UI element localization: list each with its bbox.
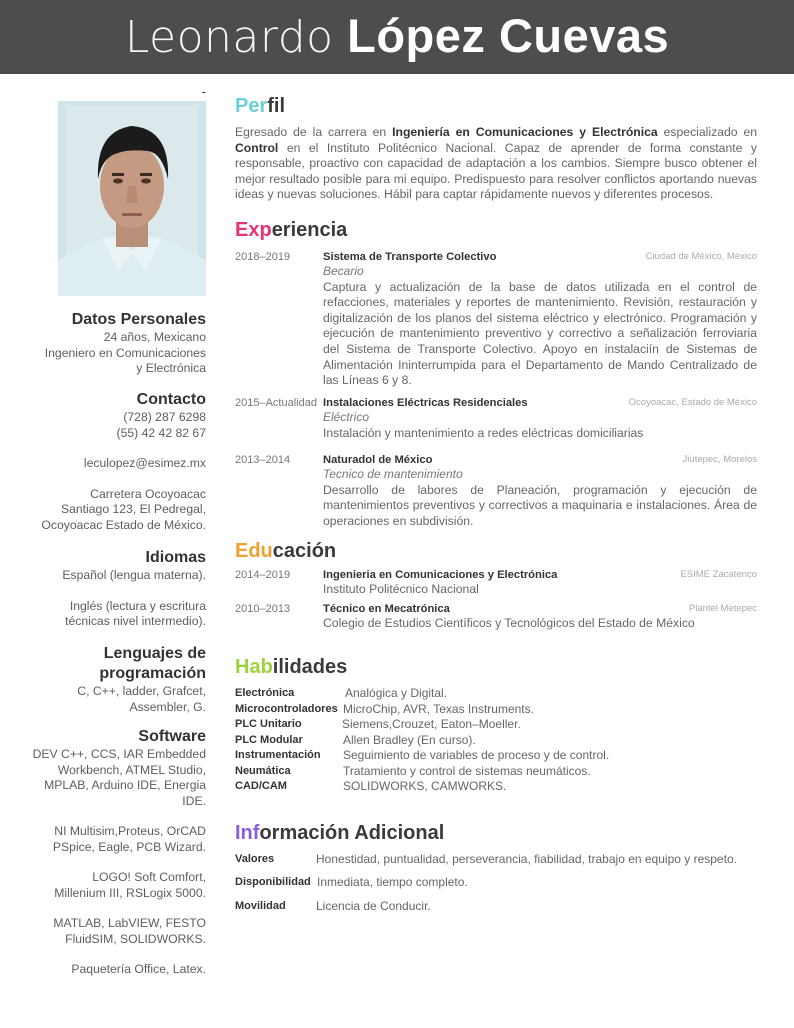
entry-date: 2015–Actualidad <box>235 397 317 409</box>
personal-data-section <box>20 310 206 377</box>
skill-key: Instrumentación <box>235 749 321 761</box>
experience-entry <box>235 396 757 446</box>
entry-title: Técnico en Mecatrónica <box>323 603 450 615</box>
personal-data-heading: Datos Personales <box>71 311 206 328</box>
info-value: Honestidad, puntualidad, perseverancia, fiabilidad, trabajo en equipo y respeto. <box>316 852 737 866</box>
entry-title: Instalaciones Eléctricas Residenciales <box>323 397 528 409</box>
skill-value: Analógica y Digital. <box>345 686 448 700</box>
languages-heading: Idiomas <box>145 549 206 566</box>
personal-data-line: 24 años, Mexicano <box>103 330 206 344</box>
experience-entry <box>235 250 757 390</box>
address-line: Santiago 123, El Pedregal, <box>60 502 206 516</box>
profile-bold: Ingeniería en Comunicaciones y Electrónica <box>392 125 658 139</box>
skill-row <box>235 702 757 718</box>
section-title-informacion <box>235 821 444 845</box>
entry-date: 2018–2019 <box>235 251 291 263</box>
entry-body <box>323 396 757 441</box>
title-rest: cación <box>272 540 337 562</box>
languages-section <box>20 548 206 630</box>
title-accent: Per <box>235 95 268 117</box>
software-line: LOGO! Soft Comfort, <box>92 870 206 884</box>
entry-body <box>323 568 757 598</box>
entry-role: Tecnico de mantenimiento <box>323 467 463 481</box>
entry-location: ESIME Zacatenco <box>680 569 757 580</box>
info-key: Movilidad <box>235 900 286 912</box>
contact-section <box>20 390 206 533</box>
skill-row <box>235 748 757 764</box>
skill-row <box>235 686 757 702</box>
sidebar-dash: - <box>201 84 206 99</box>
sidebar <box>20 84 206 976</box>
entry-location: Jiutepec, Morelos <box>682 454 757 465</box>
entry-date: 2014–2019 <box>235 569 291 581</box>
skill-key: Neumática <box>235 764 291 777</box>
last-name: López Cuevas <box>347 9 670 62</box>
software-line: DEV C++, CCS, IAR Embedded <box>32 747 206 761</box>
programming-line: C, C++, ladder, Grafcet, <box>77 684 206 698</box>
profile-text: en el Instituto Politécnico Nacional. Capaz de aprender de forma constante y responsable, proactivo con capacidad de adaptación a los cambios. Siempre busco obtener el mejor resultado posible para mi equipo. Predispuesto para resolver conflictos aportando nuevas ideas y nuevas soluciones. Hábil para captar rápidamente nuevos y diferentes procesos. <box>235 140 757 202</box>
address-line: Carretera Ocoyoacac <box>90 486 206 501</box>
entry-date: 2010–2013 <box>235 603 291 615</box>
entry-description: Instalación y mantenimiento a redes eléctricas domiciliarias <box>323 425 644 440</box>
skill-key: Microcontroladores <box>235 702 338 715</box>
skill-key: PLC Modular <box>235 733 303 746</box>
skill-row <box>235 779 757 795</box>
email-link[interactable]: leculopez@esimez.mx <box>83 456 206 470</box>
skill-value: Siemens,Crouzet, Eaton–Moeller. <box>342 717 521 731</box>
entry-location: Ciudad de México, México <box>645 251 757 262</box>
skill-value: SOLIDWORKS, CAMWORKS. <box>343 779 507 793</box>
portrait-image <box>58 101 206 296</box>
entry-date: 2013–2014 <box>235 454 291 466</box>
full-name <box>0 0 794 74</box>
phone-1[interactable]: (728) 287 6298 <box>123 410 206 424</box>
entry-description: Captura y actualización de la base de datos utilizada en el control de refacciones, materiales y reportes de mantenimiento. Revisión, restauración y digitalización de los planos del sistema eléctrico y electrónico. Programación y ejecución de mantenimiento preventivo y correctivo a señalización ferroviaria del Sistema de Transporte Colectivo. Apoyo en instalaciín de Sistemas de Alimentación Ininterrumpida para el Departamento de Mando Centralizado de las Líneas 6 y 8. <box>323 279 757 388</box>
personal-data-line: Ingeniero en Comunicaciones <box>44 345 206 360</box>
programming-heading: programación <box>99 665 206 682</box>
education-entry <box>235 602 757 634</box>
personal-data-line: y Electrónica <box>136 361 206 375</box>
skill-value: Tratamiento y control de sistemas neumáticos. <box>343 763 591 778</box>
programming-line: Assembler, G. <box>129 699 206 714</box>
entry-location: Plantel Metepec <box>688 603 757 614</box>
skill-row <box>235 733 757 749</box>
software-line: Paquetería Office, Latex. <box>71 962 206 976</box>
skill-value: Allen Bradley (En curso). <box>343 732 476 747</box>
entry-body <box>323 602 757 632</box>
info-value: Inmediata, tiempo completo. <box>317 875 468 889</box>
entry-title: Ingenieria en Comunicaciones y Electrónica <box>323 569 558 581</box>
section-title-experiencia <box>235 218 347 242</box>
software-line: Workbench, ATMEL Studio, <box>57 762 206 777</box>
entry-title: Sistema de Transporte Colectivo <box>323 251 497 263</box>
contact-heading: Contacto <box>136 391 206 408</box>
title-rest: eriencia <box>271 219 348 241</box>
info-key: Valores <box>235 853 275 865</box>
section-title-educacion <box>235 539 336 563</box>
section-title-habilidades <box>235 655 347 679</box>
profile-text: especializado en <box>657 125 758 139</box>
language-item: técnicas nivel intermedio). <box>65 614 206 628</box>
entry-role: Eléctrico <box>323 410 370 424</box>
title-accent: Exp <box>235 219 272 241</box>
address-line: Ocoyoacac Estado de México. <box>41 517 206 532</box>
software-line: MATLAB, LabVIEW, FESTO <box>53 916 206 930</box>
title-rest: ormación Adicional <box>259 822 445 844</box>
entry-institution: Colegio de Estudios Científicos y Tecnológicos del Estado de México <box>323 616 695 630</box>
entry-body <box>323 453 757 529</box>
programming-heading: Lenguajes de <box>103 645 206 662</box>
language-item: Español (lengua materna). <box>62 568 206 582</box>
entry-description: Desarrollo de labores de Planeación, programación y ejecución de mantenimientos preventivos y correctivos a maquinaria e instalaciones. Área de operaciones en subdivisión. <box>323 482 757 528</box>
title-accent: Edu <box>235 540 273 562</box>
header-bar <box>0 0 794 74</box>
experience-entry <box>235 453 757 533</box>
education-entry <box>235 568 757 600</box>
programming-section <box>20 644 206 715</box>
info-key: Disponibilidad <box>235 876 311 888</box>
entry-institution: Instituto Politécnico Nacional <box>323 582 479 596</box>
entry-body <box>323 250 757 389</box>
title-accent: Inf <box>235 822 260 844</box>
software-line: PSpice, Eagle, PCB Wizard. <box>52 839 206 854</box>
software-line: FluidSIM, SOLIDWORKS. <box>65 931 206 946</box>
info-value: Licencia de Conducir. <box>316 899 431 913</box>
title-rest: fil <box>267 95 286 117</box>
skill-value: Seguimiento de variables de proceso y de control. <box>343 748 610 762</box>
entry-location: Ocoyoacac, Estado de México <box>628 397 757 408</box>
language-item: Inglés (lectura y escritura <box>69 598 206 613</box>
entry-role: Becario <box>323 264 364 278</box>
first-name: Leonardo <box>124 12 334 63</box>
skill-row <box>235 717 757 733</box>
profile-text: Egresado de la carrera en <box>235 125 393 139</box>
profile-paragraph <box>235 125 757 203</box>
profile-bold: Control <box>235 140 279 155</box>
software-line: Millenium III, RSLogix 5000. <box>54 885 206 900</box>
software-section <box>20 727 206 978</box>
software-line: IDE. <box>182 793 206 808</box>
software-line: MPLAB, Arduino IDE, Energia <box>44 778 206 792</box>
entry-title: Naturadol de México <box>323 454 433 466</box>
profile-photo <box>58 101 206 296</box>
skill-key: CAD/CAM <box>235 780 287 792</box>
skill-key: Electrónica <box>235 687 295 699</box>
skill-key: PLC Unitario <box>235 718 302 730</box>
skill-row <box>235 764 757 780</box>
phone-2[interactable]: (55) 42 42 82 67 <box>116 425 206 440</box>
title-rest: ilidades <box>272 656 348 678</box>
software-line: NI Multisim,Proteus, OrCAD <box>54 824 206 838</box>
section-title-perfil <box>235 94 285 118</box>
title-accent: Hab <box>235 656 273 678</box>
software-heading: Software <box>138 728 206 745</box>
skill-value: MicroChip, AVR, Texas Instruments. <box>343 701 534 716</box>
